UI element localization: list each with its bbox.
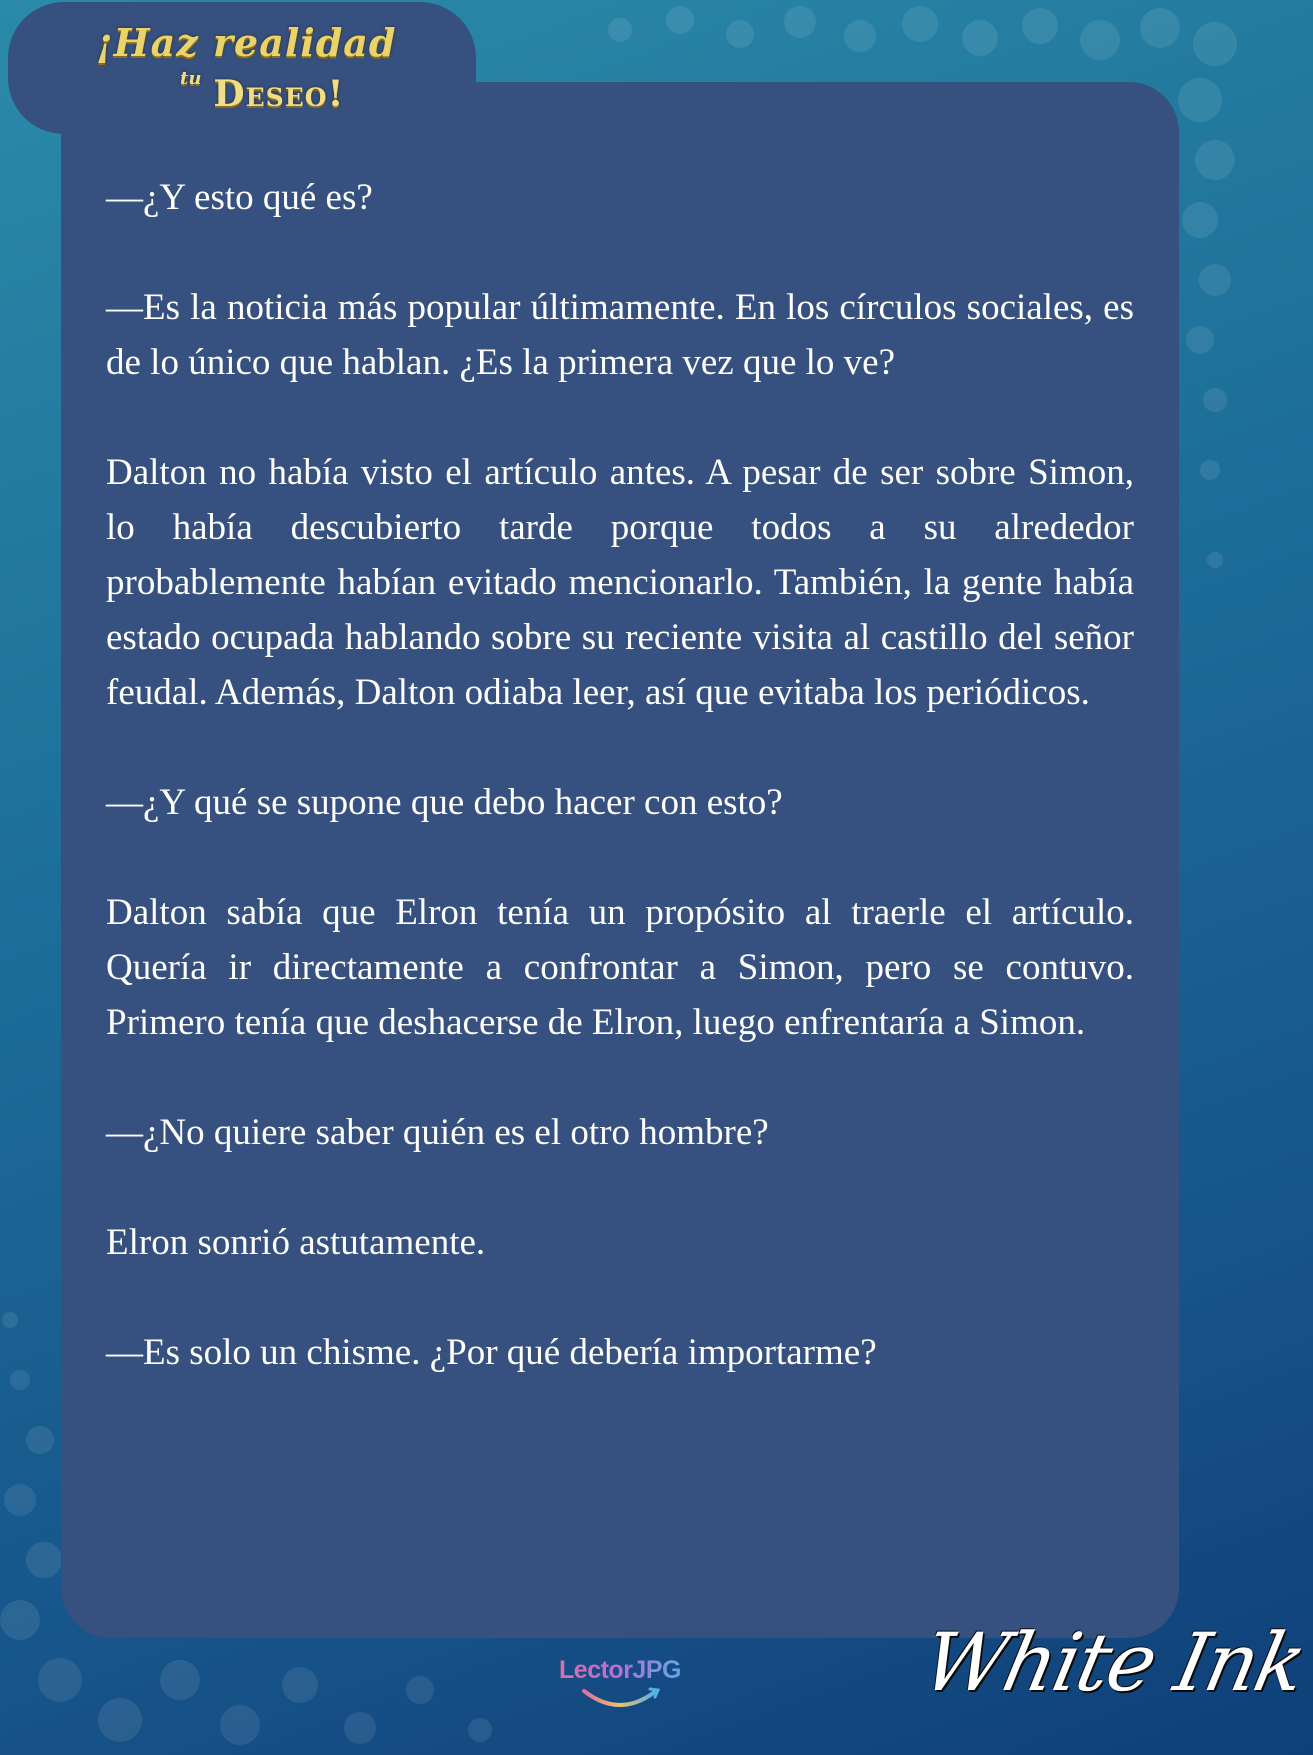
lectorjpg-name: LectorJPG	[548, 1656, 692, 1685]
paragraph: —¿Y esto qué es?	[106, 177, 373, 218]
paragraph: —¿Y qué se supone que debo hacer con esto?	[106, 782, 783, 823]
logo-line2	[180, 68, 344, 115]
logo-deseo: Deseo!	[213, 73, 345, 115]
paragraph: —Es solo un chisme. ¿Por qué debería importarme?	[106, 1332, 877, 1373]
paragraph: —Es la noticia más popular últimamente. En los círculos sociales, es de lo único que hablan. ¿Es la primera vez que lo ve?	[106, 287, 1134, 383]
paragraph: —¿No quiere saber quién es el otro hombre?	[106, 1112, 769, 1153]
logo-line1: ¡Haz realidad	[96, 20, 397, 65]
white-ink-signature: White Ink	[914, 1616, 1313, 1709]
story-text	[106, 170, 1134, 1435]
paragraph: Dalton sabía que Elron tenía un propósito al traerle el artículo. Quería ir directamente a confrontar a Simon, pero se contuvo. Primero tenía que deshacerse de Elron, luego enfrentaría a Simon.	[106, 892, 1134, 1043]
lectorjpg-logo	[548, 1656, 692, 1726]
logo	[96, 20, 397, 130]
logo-tu: tu	[180, 68, 202, 89]
paragraph: Dalton no había visto el artículo antes. A pesar de ser sobre Simon, lo había descubierto tarde porque todos a su alrededor probablemente habían evitado mencionarlo. También, la gente había estado ocupada hablando sobre su reciente visita al castillo del señor feudal. Además, Dalton odiaba leer, así que evitaba los periódicos.	[106, 452, 1134, 713]
paragraph: Elron sonrió astutamente.	[106, 1222, 486, 1263]
smile-arc-icon	[570, 1685, 670, 1715]
